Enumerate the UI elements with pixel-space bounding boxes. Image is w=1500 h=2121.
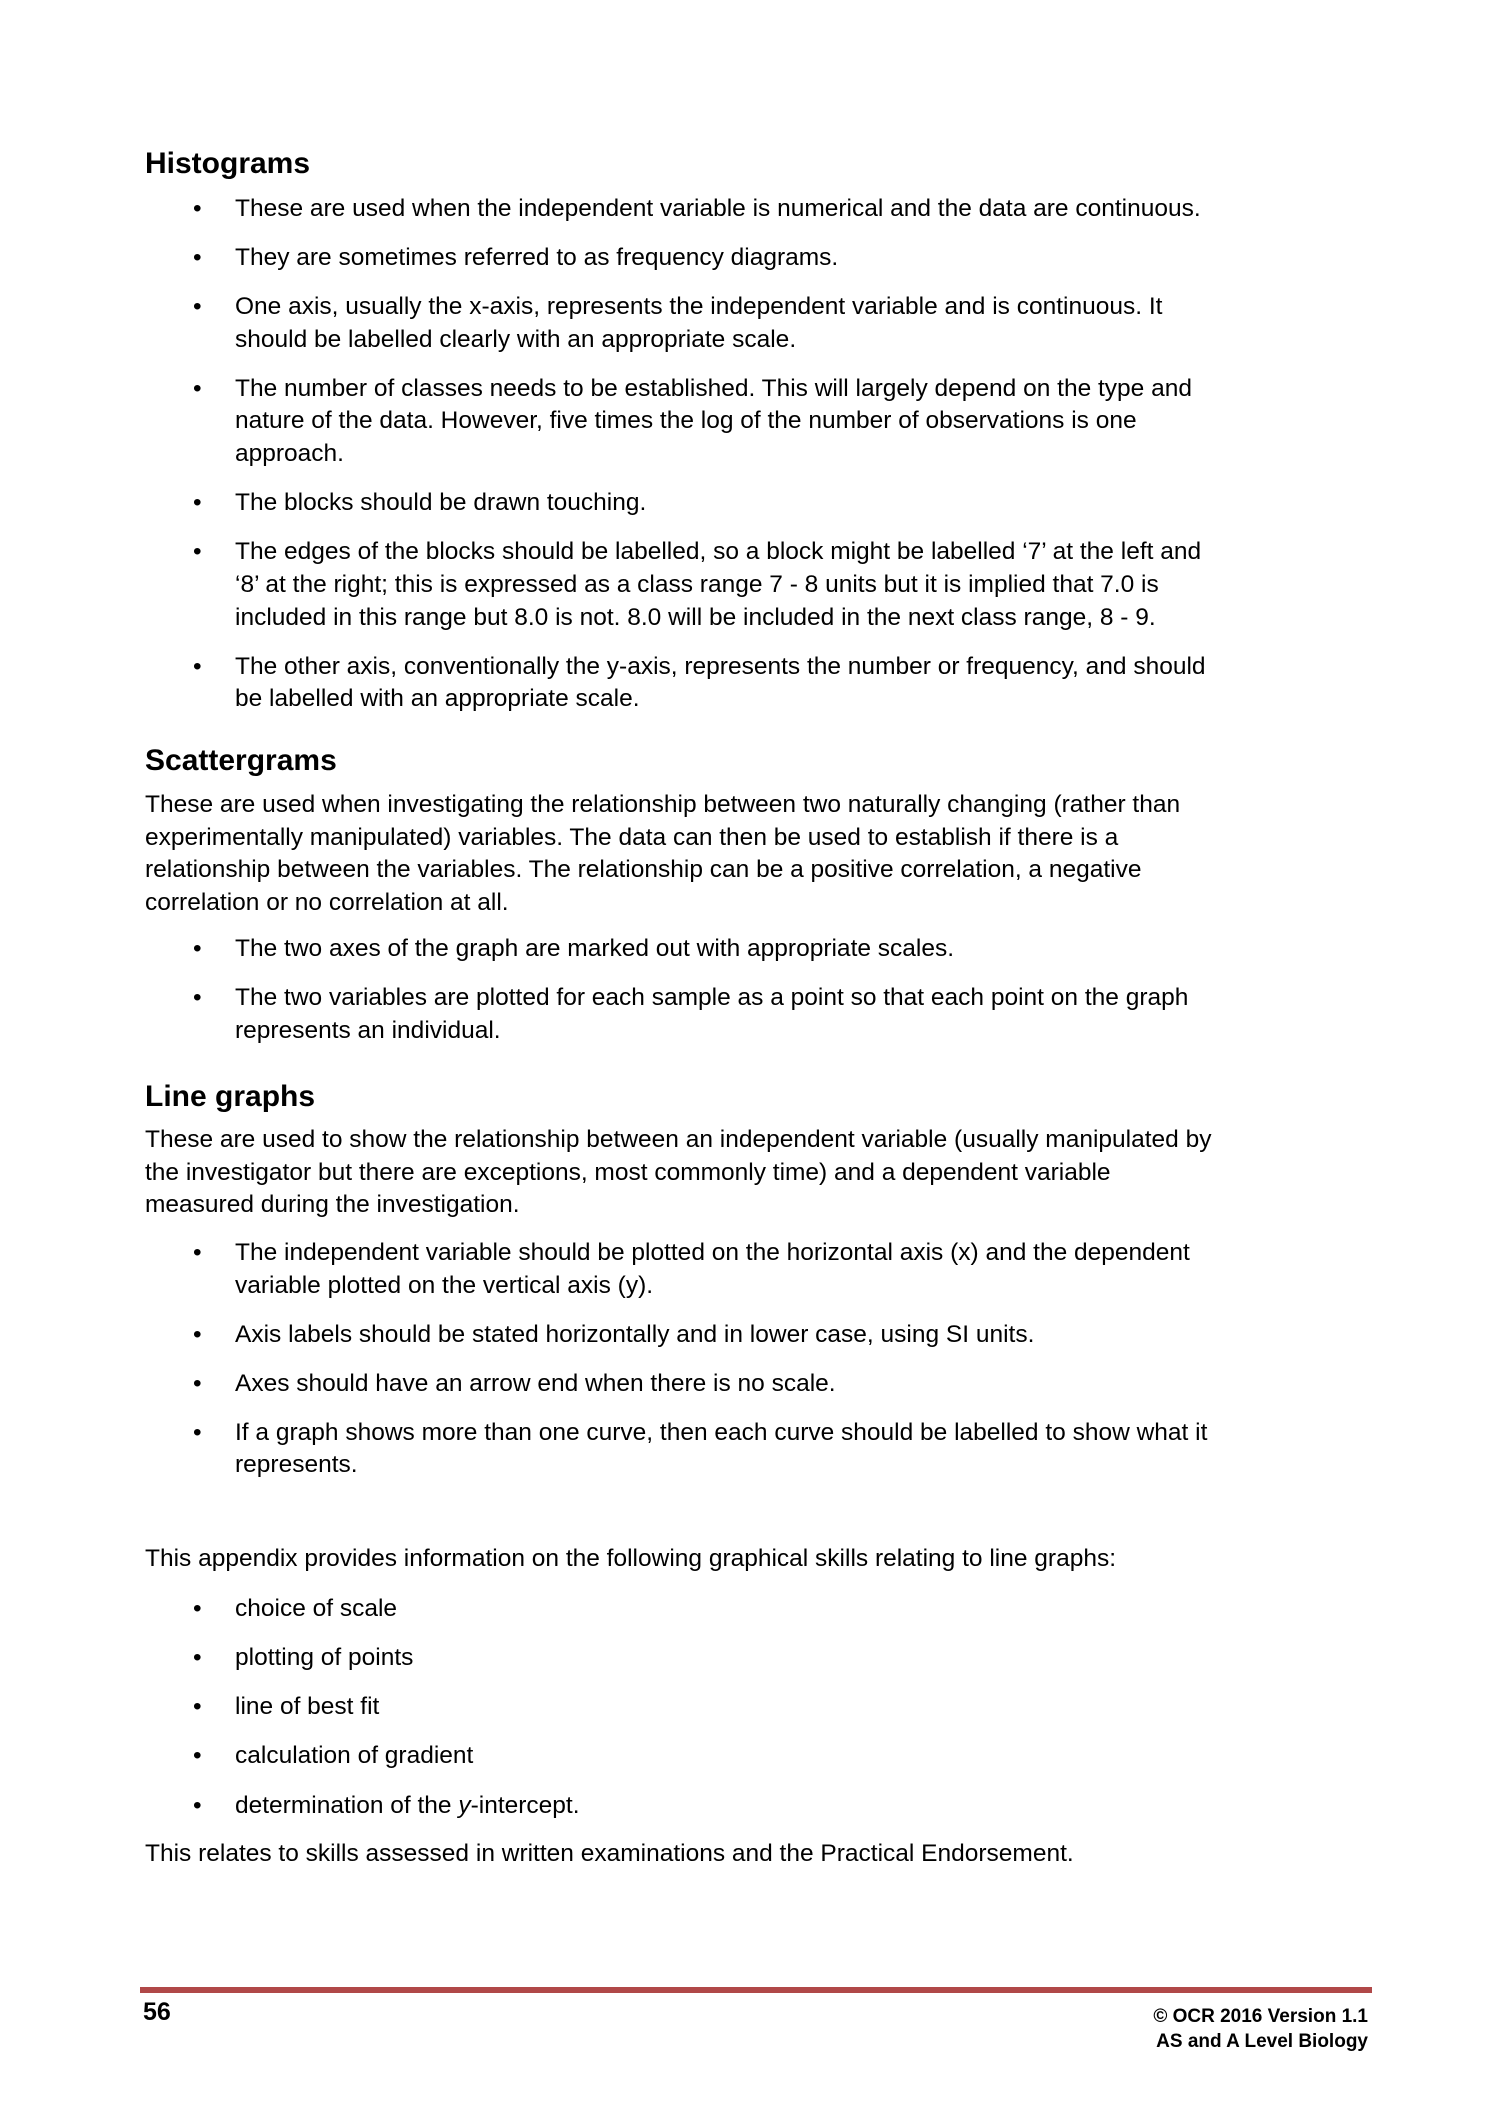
- list-item: [145, 536, 1375, 634]
- list-item: [145, 1740, 1375, 1773]
- list-item: [145, 193, 1375, 226]
- paragraph-line: relationship between the variables. The relationship can be a positive correlation, a negative: [145, 856, 1142, 884]
- bullet-icon: •: [193, 244, 202, 271]
- scattergrams-paragraph: [145, 789, 1375, 920]
- histograms-bullet-list: [145, 193, 1375, 732]
- list-item-line: One axis, usually the x-axis, represents the independent variable and is continuous. It: [235, 293, 1163, 320]
- list-item: [145, 982, 1375, 1047]
- list-item-line: calculation of gradient: [235, 1742, 474, 1769]
- list-item: [145, 1237, 1375, 1302]
- list-item-line: They are sometimes referred to as frequency diagrams.: [235, 244, 839, 271]
- list-item-line: be labelled with an appropriate scale.: [235, 685, 640, 713]
- list-item-line: represents.: [235, 1451, 358, 1479]
- list-item-line: choice of scale: [235, 1595, 398, 1622]
- list-item-line: These are used when the independent variable is numerical and the data are continuous.: [235, 195, 1201, 222]
- footer-copyright: © OCR 2016 Version 1.1: [1153, 2006, 1368, 2027]
- bullet-icon: •: [193, 1369, 202, 1397]
- footer-title: AS and A Level Biology: [1156, 2031, 1368, 2052]
- paragraph-line: These are used when investigating the relationship between two naturally changing (rather than: [145, 791, 1181, 818]
- paragraph-line: correlation or no correlation at all.: [145, 889, 509, 917]
- list-item: [145, 487, 1375, 520]
- list-item-line: The two variables are plotted for each sample as a point so that each point on the graph: [235, 984, 1189, 1011]
- appendix-bullet-item: • determination of the y-intercept.: [145, 1790, 1375, 1823]
- bullet-icon: •: [193, 1239, 202, 1266]
- list-item-line: Axis labels should be stated horizontally and in lower case, using SI units.: [235, 1320, 1035, 1348]
- bullet-icon: •: [193, 293, 202, 320]
- list-item-line: The independent variable should be plotted on the horizontal axis (x) and the dependent: [235, 1239, 1190, 1266]
- list-item: [145, 1417, 1375, 1482]
- list-item: [145, 1319, 1375, 1352]
- list-item-line: line of best fit: [235, 1693, 380, 1720]
- bullet-icon: •: [193, 195, 202, 222]
- list-item-line: If a graph shows more than one curve, then each curve should be labelled to show what it: [235, 1418, 1208, 1446]
- list-item: [145, 1368, 1375, 1401]
- bullet-icon: •: [193, 538, 202, 566]
- bullet-icon: •: [193, 1595, 202, 1622]
- list-item-line: variable plotted on the vertical axis (y).: [235, 1271, 654, 1299]
- footer-rule: [140, 1987, 1372, 1993]
- paragraph-line: measured during the investigation.: [145, 1191, 520, 1219]
- bullet-icon: •: [193, 652, 202, 680]
- list-item-line: Axes should have an arrow end when there is no scale.: [235, 1369, 836, 1397]
- list-item-line: approach.: [235, 440, 344, 468]
- appendix-intro: This appendix provides information on the following graphical skills relating to line graphs:: [145, 1545, 1117, 1572]
- bullet-icon: •: [193, 1693, 202, 1720]
- appendix-closing: This relates to skills assessed in written examinations and the Practical Endorsement.: [145, 1840, 1074, 1867]
- list-item-line: nature of the data. However, five times the log of the number of observations is one: [235, 407, 1137, 435]
- list-item: [145, 1691, 1375, 1724]
- line-graphs-paragraph: [145, 1124, 1375, 1222]
- list-item: [145, 1642, 1375, 1675]
- list-item: [145, 242, 1375, 275]
- paragraph-line: experimentally manipulated) variables. The data can then be used to establish if there is a: [145, 823, 1119, 851]
- list-item-line: The two axes of the graph are marked out with appropriate scales.: [235, 935, 955, 962]
- heading-histograms: Histograms: [145, 147, 311, 180]
- list-item: [145, 291, 1375, 356]
- list-item-line: ‘8’ at the right; this is expressed as a class range 7 - 8 units but it is implied that 7.0 is: [235, 570, 1159, 598]
- appendix-bullet-list: [145, 1593, 1375, 1789]
- footer-info: [1153, 2004, 1368, 2054]
- bullet-icon: •: [193, 1742, 202, 1769]
- page-number: 56: [143, 1998, 171, 2026]
- bullet-icon: •: [193, 489, 202, 517]
- heading-scattergrams: Scattergrams: [145, 744, 337, 777]
- paragraph-line: These are used to show the relationship between an independent variable (usually manipulated by: [145, 1126, 1212, 1153]
- bullet-icon: •: [193, 1792, 202, 1819]
- list-item-line: The number of classes needs to be established. This will largely depend on the type and: [235, 374, 1192, 402]
- list-item-line: should be labelled clearly with an appropriate scale.: [235, 325, 797, 353]
- bullet-icon: •: [193, 984, 202, 1011]
- list-item: [145, 651, 1375, 716]
- list-item-line: The other axis, conventionally the y-axis, represents the number or frequency, and should: [235, 652, 1206, 680]
- list-item-line: plotting of points: [235, 1644, 414, 1671]
- list-item-line: The edges of the blocks should be labelled, so a block might be labelled ‘7’ at the left and: [235, 538, 1202, 566]
- paragraph-line: the investigator but there are exceptions, most commonly time) and a dependent variable: [145, 1158, 1111, 1186]
- bullet-icon: •: [193, 374, 202, 402]
- list-item-line: represents an individual.: [235, 1016, 501, 1044]
- scattergrams-bullet-list: [145, 933, 1375, 1064]
- list-item: [145, 1593, 1375, 1626]
- bullet-icon: •: [193, 935, 202, 962]
- list-item: [145, 373, 1375, 471]
- heading-line-graphs: Line graphs: [145, 1080, 316, 1113]
- bullet-icon: •: [193, 1418, 202, 1446]
- bullet-icon: •: [193, 1320, 202, 1348]
- bullet-icon: •: [193, 1644, 202, 1671]
- line-graphs-bullet-list: [145, 1237, 1375, 1498]
- list-item: [145, 933, 1375, 966]
- list-item-line: The blocks should be drawn touching.: [235, 489, 647, 517]
- list-item-line: included in this range but 8.0 is not. 8.0 will be included in the next class range, 8 - 9.: [235, 603, 1156, 631]
